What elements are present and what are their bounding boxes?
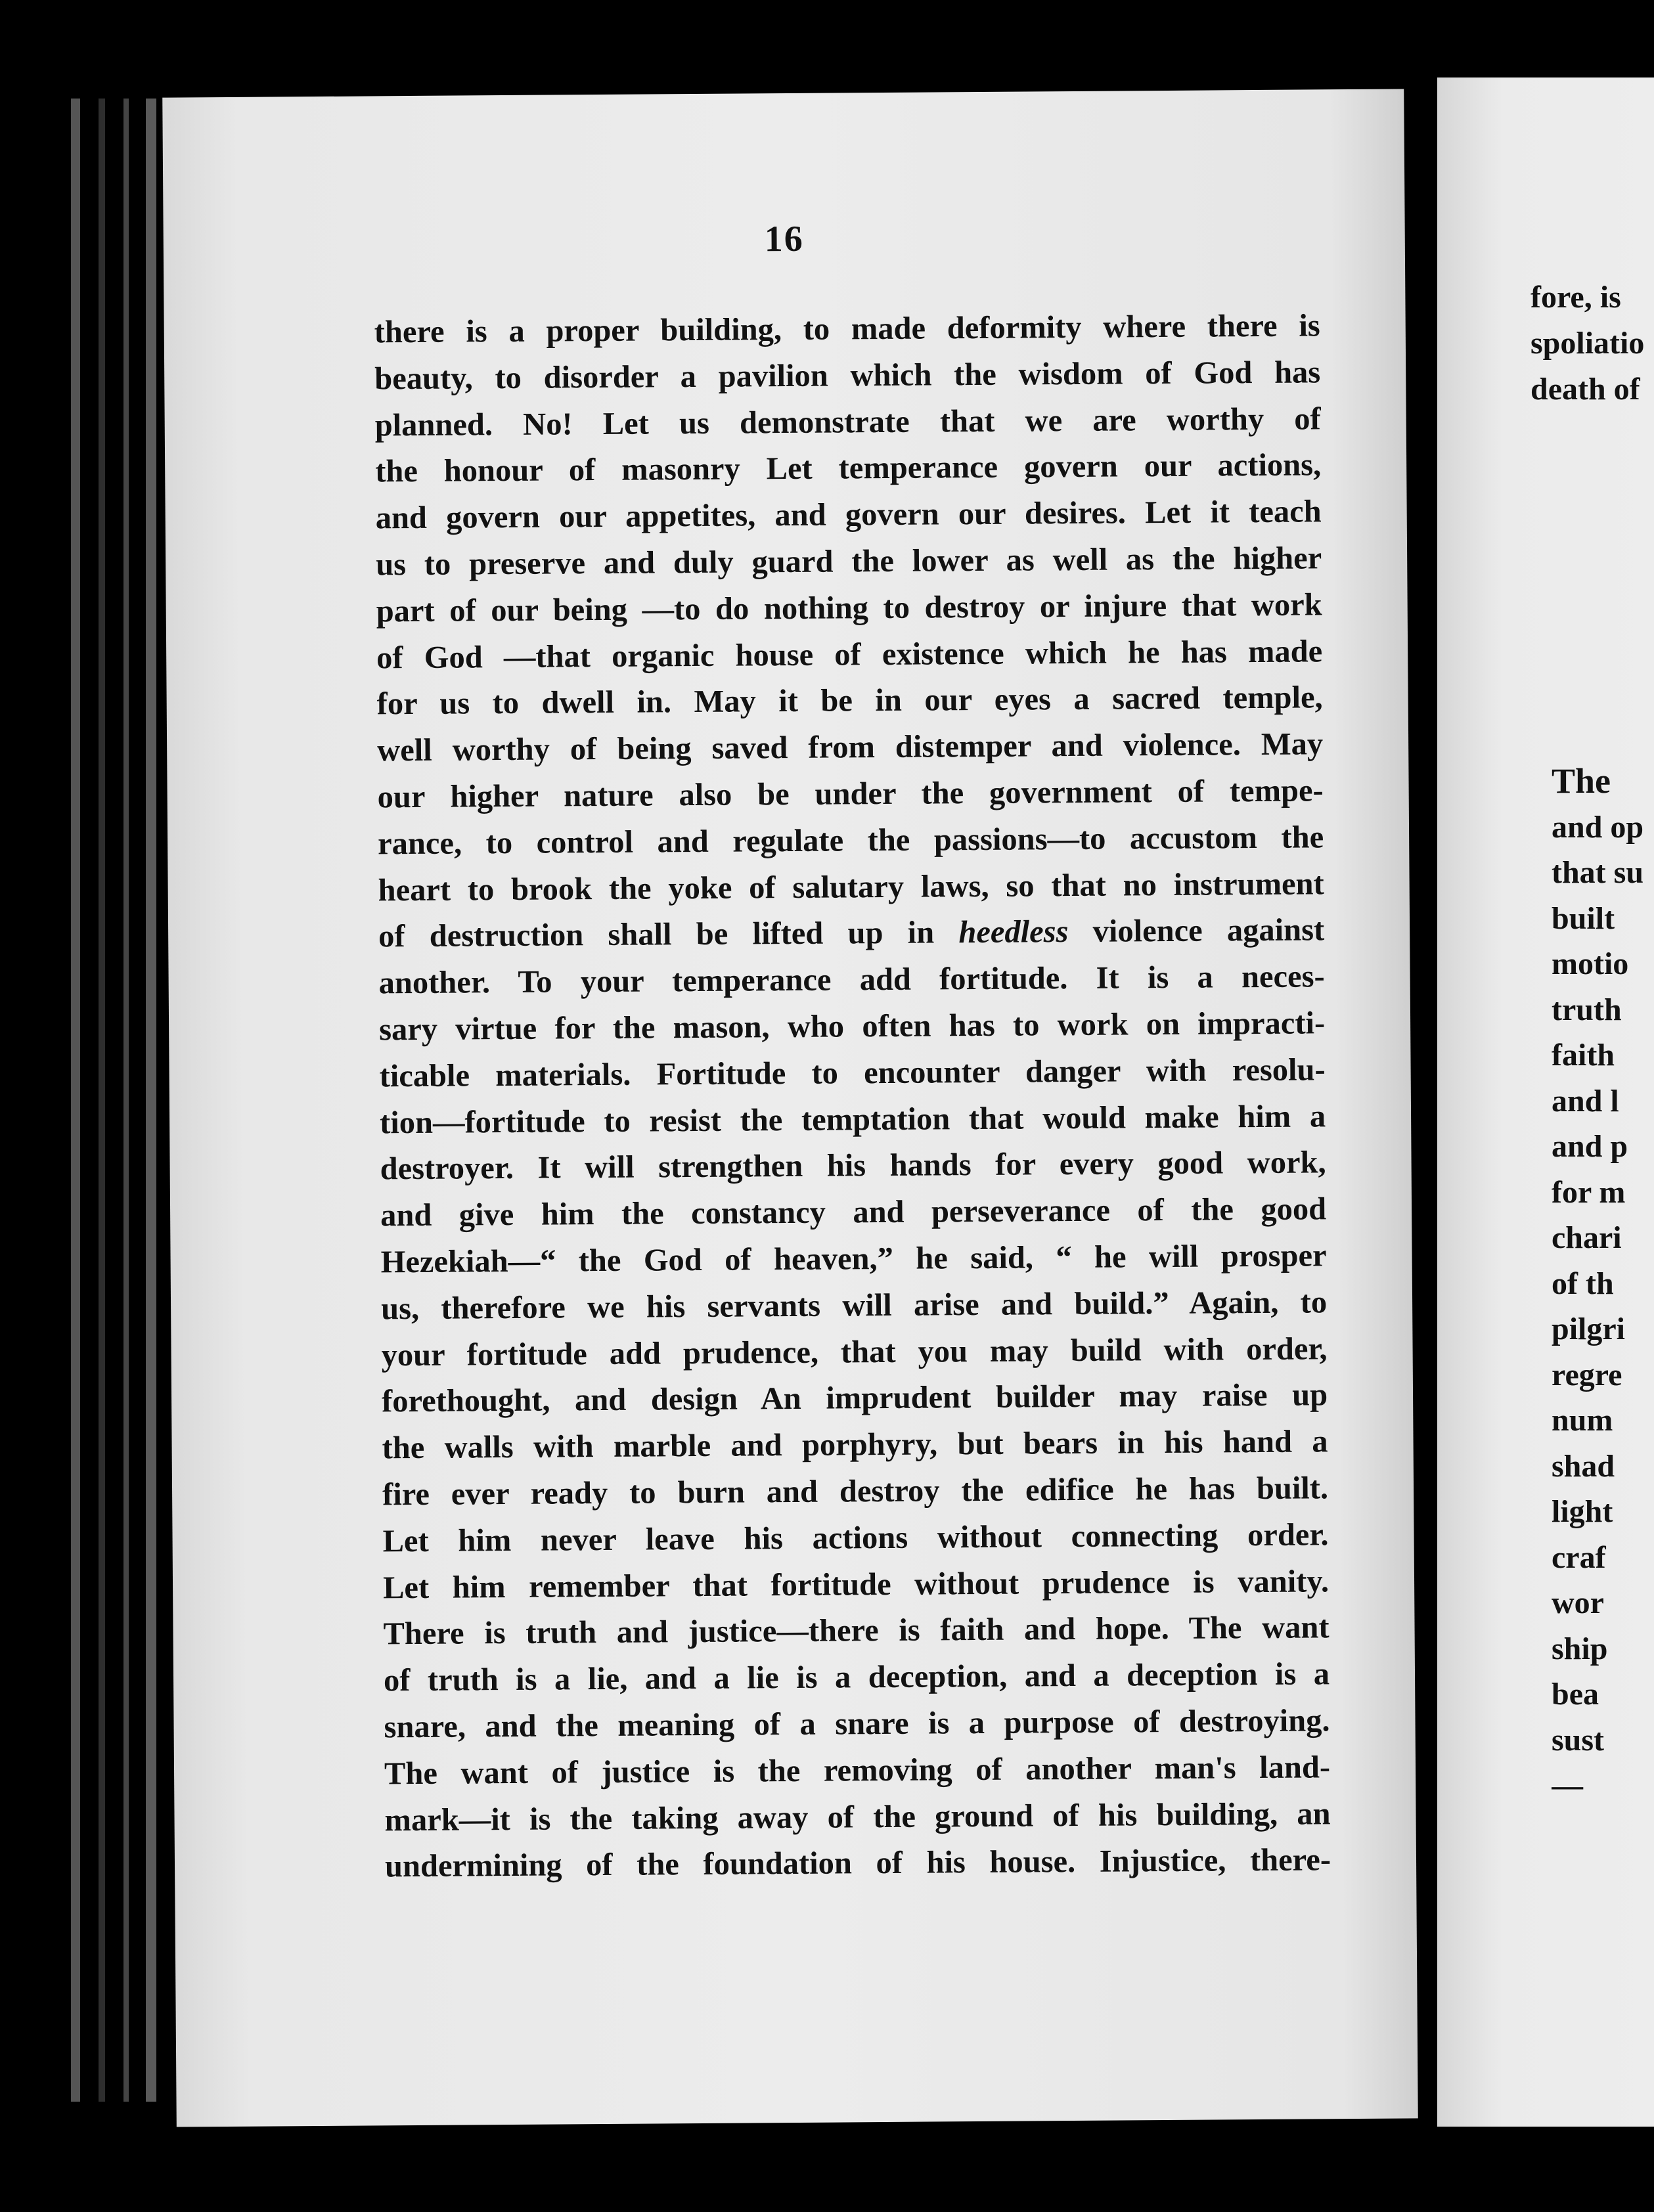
text-line: motio [1552,946,1629,981]
text-line: Let him never leave his actions without connecting order. [382,1517,1329,1559]
text-line: regre [1552,1357,1622,1392]
text-line: ship [1552,1631,1608,1666]
text-line: and l [1552,1083,1619,1118]
text-line: of truth is a lie, and a lie is a deception, and a deception is a [383,1656,1330,1698]
text-line: and op [1552,809,1644,845]
text-line: for us to dwell in. May it be in our eyes a sacred temple, [376,680,1323,722]
text-line: your fortitude add prudence, that you may build with order, [381,1331,1328,1373]
page-number: 16 [764,218,804,260]
text-line: The want of justice is the removing of another man's land- [384,1749,1331,1792]
text-line: sust [1552,1722,1605,1758]
text-line: us to preserve and duly guard the lower as well as the higher [376,541,1322,583]
text-line: Hezekiah—“ the God of heaven,” he said, “ he will prosper [380,1238,1327,1280]
text-line: The [1552,761,1611,801]
text-line: chari [1552,1220,1622,1255]
right-page-top-text [1531,275,1654,412]
text-line: sary virtue for the mason, who often has to work on impracti- [378,1006,1326,1048]
left-page [162,89,1418,2127]
text-line: Let him remember that fortitude without prudence is vanity. [382,1563,1330,1605]
text-line: bea [1552,1677,1599,1712]
text-line: there is a proper building, to made deformity where there is [374,308,1320,350]
text-line: beauty, to disorder a pavilion which the wisdom of God has [374,355,1321,397]
text-line: fore, is [1531,280,1621,315]
text-line: rance, to control and regulate the passions—to accustom the [377,820,1324,862]
binding-edge [99,99,105,2102]
text-line: us, therefore we his servants will arise and build.” Again, to [380,1285,1328,1327]
text-line: death of [1531,372,1640,407]
text-line: and give him the constancy and perseverance of the good [380,1191,1327,1233]
text-line: — [1552,1768,1583,1803]
text-line: of God —that organic house of existence which he has made [376,633,1323,675]
text-line: of th [1552,1266,1614,1301]
binding-edge [71,99,80,2102]
text-line: forethought, and design An imprudent builder may raise up [381,1377,1328,1419]
text-line: snare, and the meaning of a snare is a purpose of destroying. [384,1703,1330,1745]
text-line: destroyer. It will strengthen his hands for every good work, [380,1145,1326,1187]
text-line: that su [1552,855,1644,890]
binding-edge [123,99,129,2102]
text-line: and govern our appetites, and govern our desires. Let it teach [375,494,1322,536]
page-body-text [374,303,1331,1890]
text-line: our higher nature also be under the government of tempe- [377,773,1324,815]
text-line: ticable materials. Fortitude to encounter danger with resolu- [379,1052,1326,1094]
text-line: shad [1552,1448,1615,1484]
text-line: There is truth and justice—there is faith and hope. The want [383,1610,1330,1652]
text-line: wor [1552,1585,1604,1620]
text-line: tion—fortitude to resist the temptation that would make him a [379,1098,1326,1140]
text-line: pilgri [1552,1312,1626,1346]
binding-edge [146,99,156,2102]
text-line: well worthy of being saved from distemper and violence. May [377,726,1324,768]
text-line: mark—it is the taking away of the ground of his building, an [384,1796,1331,1838]
text-line: truth [1552,992,1622,1027]
text-line: spoliatio [1531,326,1645,361]
text-line: faith [1552,1038,1615,1073]
text-line: for m [1552,1174,1626,1210]
text-line: heart to brook the yoke of salutary laws, so that no instrument [378,866,1324,908]
text-fragment: of destruction shall be lifted up in [378,915,935,954]
text-line: another. To your temperance add fortitude. It is a neces- [378,959,1325,1001]
text-line: the honour of masonry Let temperance govern our actions, [375,447,1322,489]
text-line: and p [1552,1129,1628,1164]
text-line: part of our being —to do nothing to destroy or injure that work [376,587,1322,629]
text-line: craf [1552,1539,1606,1575]
text-line: the walls with marble and porphyry, but bears in his hand a [382,1424,1328,1466]
text-line: built [1552,900,1615,936]
italic-word: heedless [958,914,1069,950]
text-line [378,908,1324,961]
text-fragment: violence against [1092,912,1325,950]
text-line: fire ever ready to burn and destroy the edifice he has built. [382,1471,1329,1513]
text-line: planned. No! Let us demonstrate that we are worthy of [374,401,1321,443]
text-line: light [1552,1494,1613,1529]
right-page-lower-text [1552,759,1654,1809]
text-line: undermining of the foundation of his house. Injustice, there- [384,1842,1331,1884]
text-line: num [1552,1403,1613,1438]
